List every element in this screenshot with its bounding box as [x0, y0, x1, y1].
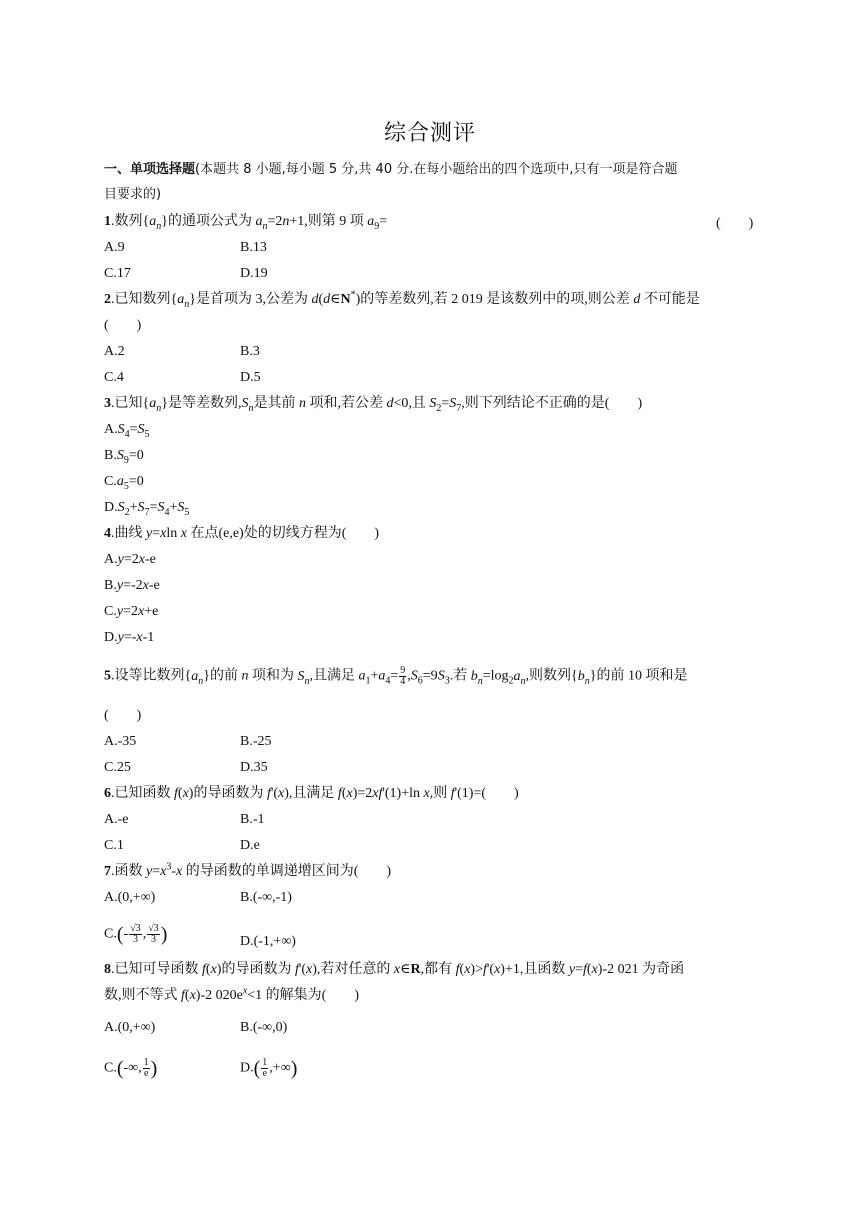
option-b: B.y=-2x-e [104, 578, 160, 593]
option-c: C.17 [104, 266, 131, 281]
option-b: $B.S_9=0$ [104, 448, 144, 466]
question-3-stem: 3.已知$\{a_n\}$是等差数列$,S_n$是其前 n 项和,若公差 d<0,且 $S_2=S_7$,则下列结论不正确的是( ) [104, 396, 643, 414]
page-title: 综合测评 [383, 121, 476, 146]
question-2-stem: 2.已知数列$\{a_n\}$是首项为 3,公差为 d(d∈N*)的等差数列,若 2 019 是该数列中的项,则公差 d 不可能是 [104, 289, 700, 310]
option-b: B.-1 [240, 812, 265, 827]
question-8-stem-2: 数,则不等式 f(x)-2 $020e^x<1$ 的解集为( ) [104, 985, 360, 1003]
option-b: B.3 [240, 344, 260, 359]
option-c: C.(-∞, $\frac{1}{e}$ ) [104, 1057, 158, 1080]
answer-bracket: ( ) [104, 318, 142, 333]
question-1-options-ab [104, 238, 125, 258]
section-description-1: (本题共 8 小题,每小题 5 分,共 40 分.在每小题给出的四个选项中,只有一项是符合题 [195, 162, 678, 177]
answer-bracket: ( ) [716, 216, 754, 231]
section-description-2: 目要求的) [104, 187, 162, 202]
option-d: D.y=-x-1 [104, 630, 155, 645]
option-c: C.25 [104, 760, 131, 775]
section-heading-line-1 [104, 160, 678, 180]
option-a: A.-35 [104, 734, 137, 749]
option-d: D.5 [240, 370, 261, 385]
option-d: D.(-1,+∞) [240, 934, 296, 949]
option-c: C.1 [104, 838, 124, 853]
answer-bracket: ( ) [104, 708, 142, 723]
option-a: A.-e [104, 812, 129, 827]
option-d: D.35 [240, 760, 268, 775]
option-d: D.( $\frac{1}{e}$ ,+∞) [240, 1057, 298, 1080]
question-7-stem: 7.函数 $y=x^3-x$ 的导函数的单调递增区间为( ) [104, 861, 392, 879]
option-a: A.(0,+∞) [104, 890, 156, 905]
question-5-stem: 5.设等比数列$\{a_n\}$的前 n 项和为 $S_n$,且满足 $a_1+a_4=$ $\frac{9}{4}$ $,S_6=9S_3$.若 $b_n=\log_2a_n$,则数列$\{b_n\}$的前 10 项和是 [104, 665, 688, 687]
option-a: A.y=2x-e [104, 552, 156, 567]
option-a: $A.S_4=S_5$ [104, 422, 150, 440]
option-b: B.(-∞,0) [240, 1020, 288, 1035]
question-1-stem: 1.数列$\{a_n\}$的通项公式为 $a_n=2n+1$,则第 9 项 $a_9=$ [104, 214, 388, 232]
question-4-stem: 4.曲线 y=xln x 在点(e,e)处的切线方程为( ) [104, 526, 380, 541]
option-d: D.e [240, 838, 260, 853]
option-a: A.(0,+∞) [104, 1020, 156, 1035]
question-8-stem-1: 8.已知可导函数 f(x)的导函数为 f'(x),若对任意的 x∈R,都有 f(x)>f'(x)+1,且函数 y=f(x)-2 021 为奇函 [104, 962, 685, 977]
option-c: C.(- $\frac{√3}{3}$ , $\frac{√3}{3}$ ) [104, 923, 168, 946]
question-6-stem: 6.已知函数 f(x)的导函数为 f'(x),且满足 f(x)=2xf'(1)+ln x,则 f'(1)=( ) [104, 786, 519, 801]
option-b: B.13 [240, 240, 267, 255]
option-a: A.9 [104, 240, 125, 255]
section-heading-line-2 [104, 185, 161, 205]
option-d: D.19 [240, 266, 268, 281]
option-c: C.y=2x+e [104, 604, 159, 619]
option-a: A.2 [104, 344, 125, 359]
option-c: $C.a_5=0$ [104, 474, 144, 492]
option-c: C.4 [104, 370, 124, 385]
option-d: $D.S_2+S_7=S_4+S_5$ [104, 500, 190, 518]
option-b: B.-25 [240, 734, 272, 749]
option-b: B.(-∞,-1) [240, 890, 292, 905]
section-heading: 一、单项选择题 [104, 162, 196, 177]
